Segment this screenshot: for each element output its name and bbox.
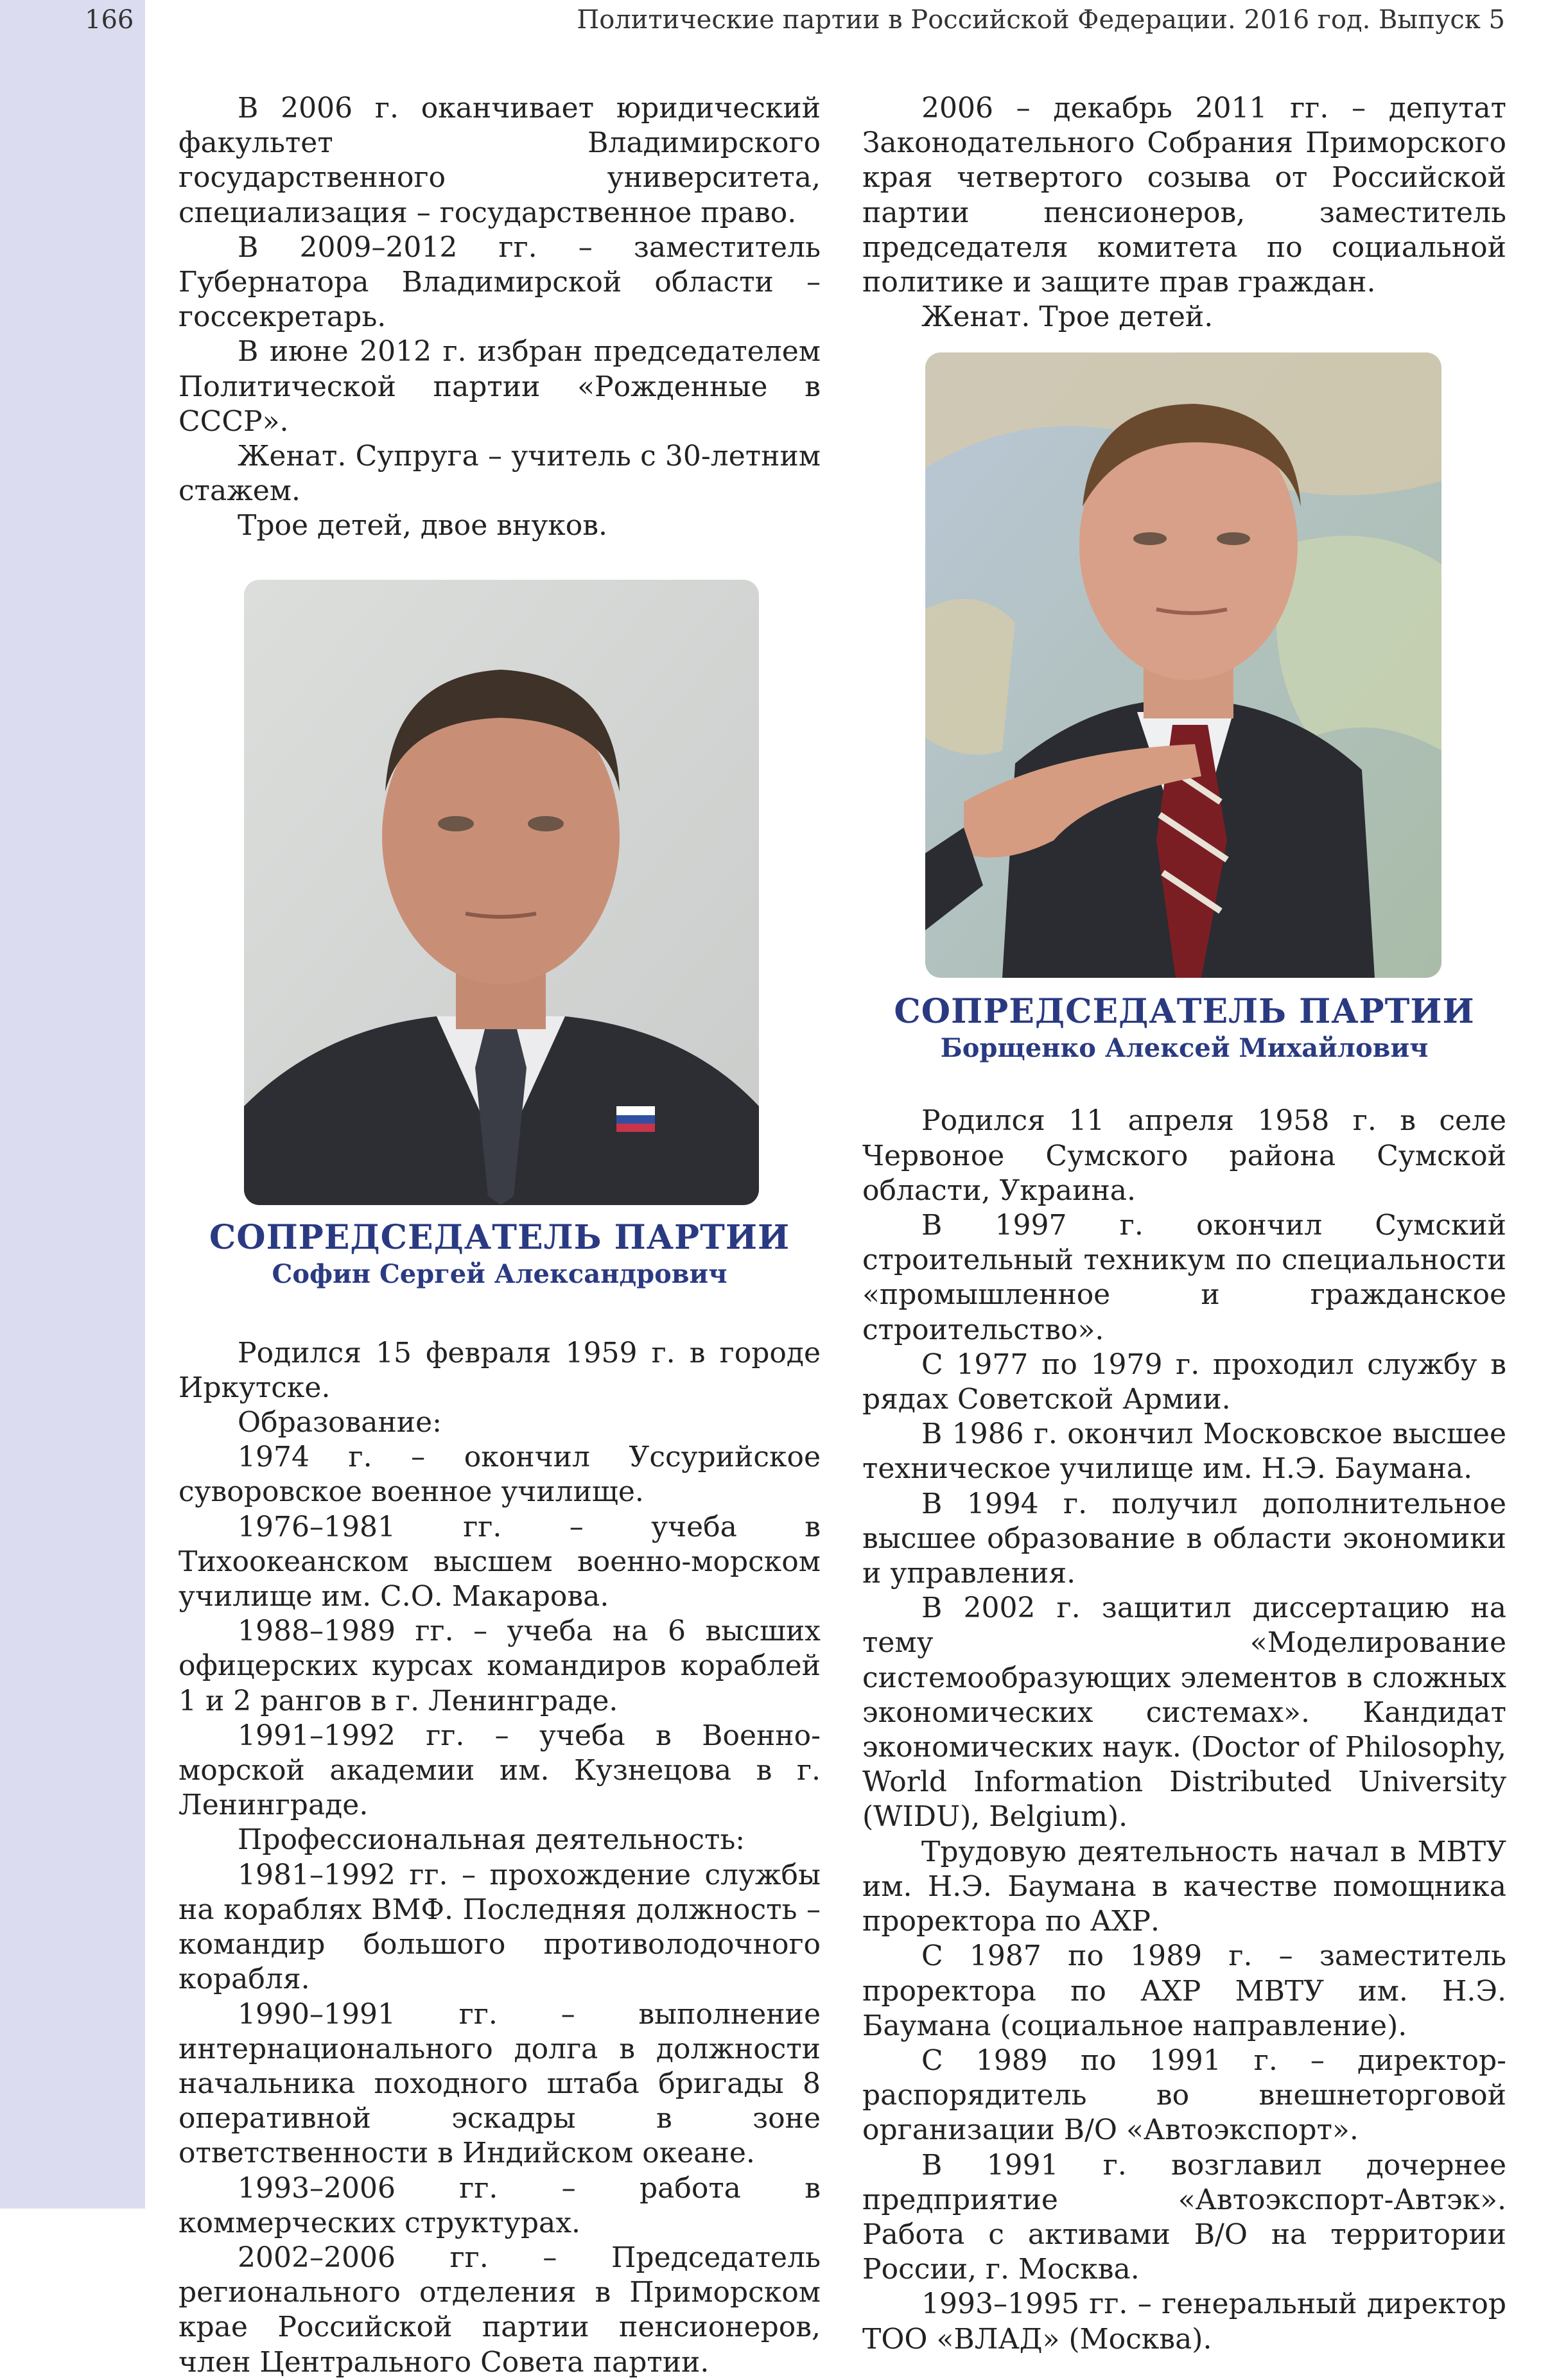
paragraph: Родился 11 апреля 1958 г. в селе Червоное Сумского района Сумской области, Украина.: [862, 1104, 1506, 1207]
paragraph: Профессиональная деятельность:: [238, 1823, 745, 1857]
paragraph: 1991–1992 гг. – учеба в Военно-морской академии им. Кузнецова в г. Ленинграде.: [178, 1719, 821, 1822]
paragraph: 1974 г. – окончил Уссурийское суворовское военное училище.: [178, 1441, 821, 1509]
paragraph: 1993–1995 гг. – генеральный директор ТОО «ВЛАД» (Москва).: [862, 2288, 1506, 2356]
page-margin-band: [0, 0, 145, 2209]
paragraph: Трое детей, двое внуков.: [238, 509, 607, 543]
paragraph: Родился 15 февраля 1959 г. в городе Иркутске.: [178, 1336, 821, 1404]
role-title: СОПРЕДСЕДАТЕЛЬ ПАРТИИ: [209, 1217, 790, 1257]
paragraph: Женат. Трое детей.: [921, 300, 1214, 334]
paragraph: 1976–1981 гг. – учеба в Тихоокеанском высшем военно-морском училище им. С.О. Макарова.: [178, 1510, 821, 1613]
paragraph: В 1986 г. окончил Московское высшее техническое училище им. Н.Э. Баумана.: [862, 1418, 1506, 1486]
person-name: Софин Сергей Александрович: [272, 1258, 727, 1289]
paragraph: Трудовую деятельность начал в МВТУ им. Н.Э. Баумана в качестве помощника проректора по АХР.: [862, 1835, 1506, 1938]
paragraph: В июне 2012 г. избран председателем Политической партии «Рожденные в СССР».: [178, 335, 821, 438]
paragraph: С 1977 по 1979 г. проходил службу в рядах Советской Армии.: [862, 1348, 1506, 1416]
left-column: [178, 91, 821, 2380]
right-column: [862, 91, 1506, 2357]
paragraph: С 1987 по 1989 г. – заместитель проректора по АХР МВТУ им. Н.Э. Баумана (социальное направление).: [862, 1940, 1506, 2042]
paragraph: В 1997 г. окончил Сумский строительный техникум по специальности «промышленное и гражданское строительство».: [862, 1209, 1506, 1346]
page-number: 166: [85, 5, 134, 35]
spacer: [178, 1291, 821, 1336]
paragraph: 1990–1991 гг. – выполнение интернационального долга в должности начальника походного штаба бригады 8 оперативной эскадры в зоне ответственности в Индийском океане.: [178, 1997, 821, 2170]
paragraph: Женат. Супруга – учитель с 30-летним стажем.: [178, 440, 821, 508]
paragraph: 1988–1989 гг. – учеба на 6 высших офицерских курсах командиров кораблей 1 и 2 рангов в г. Ленинграде.: [178, 1615, 821, 1717]
paragraph: В 2009–2012 гг. – заместитель Губернатора Владимирской области – госсекретарь.: [178, 230, 821, 334]
paragraph: В 1991 г. возглавил дочернее предприятие «Автоэкспорт-Автэк». Работа с активами В/О на территории России, г. Москва.: [862, 2148, 1506, 2286]
paragraph: 1993–2006 гг. – работа в коммерческих структурах.: [178, 2171, 821, 2239]
paragraph: В 2002 г. защитил диссертацию на тему «Моделирование системообразующих элементов в сложных экономических системах». Кандидат экономических наук. (Doctor of Philosophy, World Information Distributed University (WIDU), Belgium).: [862, 1592, 1506, 1834]
portrait-photo-borshchenko: [925, 352, 1441, 978]
running-header: Политические партии в Российской Федерации. 2016 год. Выпуск 5: [577, 5, 1505, 35]
paragraph: 2002–2006 гг. – Председатель регионального отделения в Приморском крае Российской партии пенсионеров, член Центрального Совета партии.: [178, 2241, 821, 2379]
paragraph: Образование:: [238, 1406, 442, 1439]
role-title: СОПРЕДСЕДАТЕЛЬ ПАРТИИ: [894, 992, 1475, 1032]
portrait-photo-sofin: [244, 580, 759, 1205]
paragraph: 1981–1992 гг. – прохождение службы на кораблях ВМФ. Последняя должность – командир большого противолодочного корабля.: [178, 1858, 821, 1996]
paragraph: В 1994 г. получил дополнительное высшее образование в области экономики и управления.: [862, 1487, 1506, 1590]
paragraph: 2006 – декабрь 2011 гг. – депутат Законодательного Собрания Приморского края четвертого созыва от Российской партии пенсионеров, заместитель председателя комитета по социальной политике и защите прав граждан.: [862, 92, 1506, 299]
person-name: Борщенко Алексей Михайлович: [940, 1033, 1429, 1064]
paragraph: С 1989 по 1991 г. – директор-распорядитель во внешнеторговой организации В/О «Автоэкспорт».: [862, 2044, 1506, 2147]
paragraph: В 2006 г. оканчивает юридический факультет Владимирского государственного университета, специализация – государственное право.: [178, 92, 821, 229]
spacer: [862, 1065, 1506, 1104]
